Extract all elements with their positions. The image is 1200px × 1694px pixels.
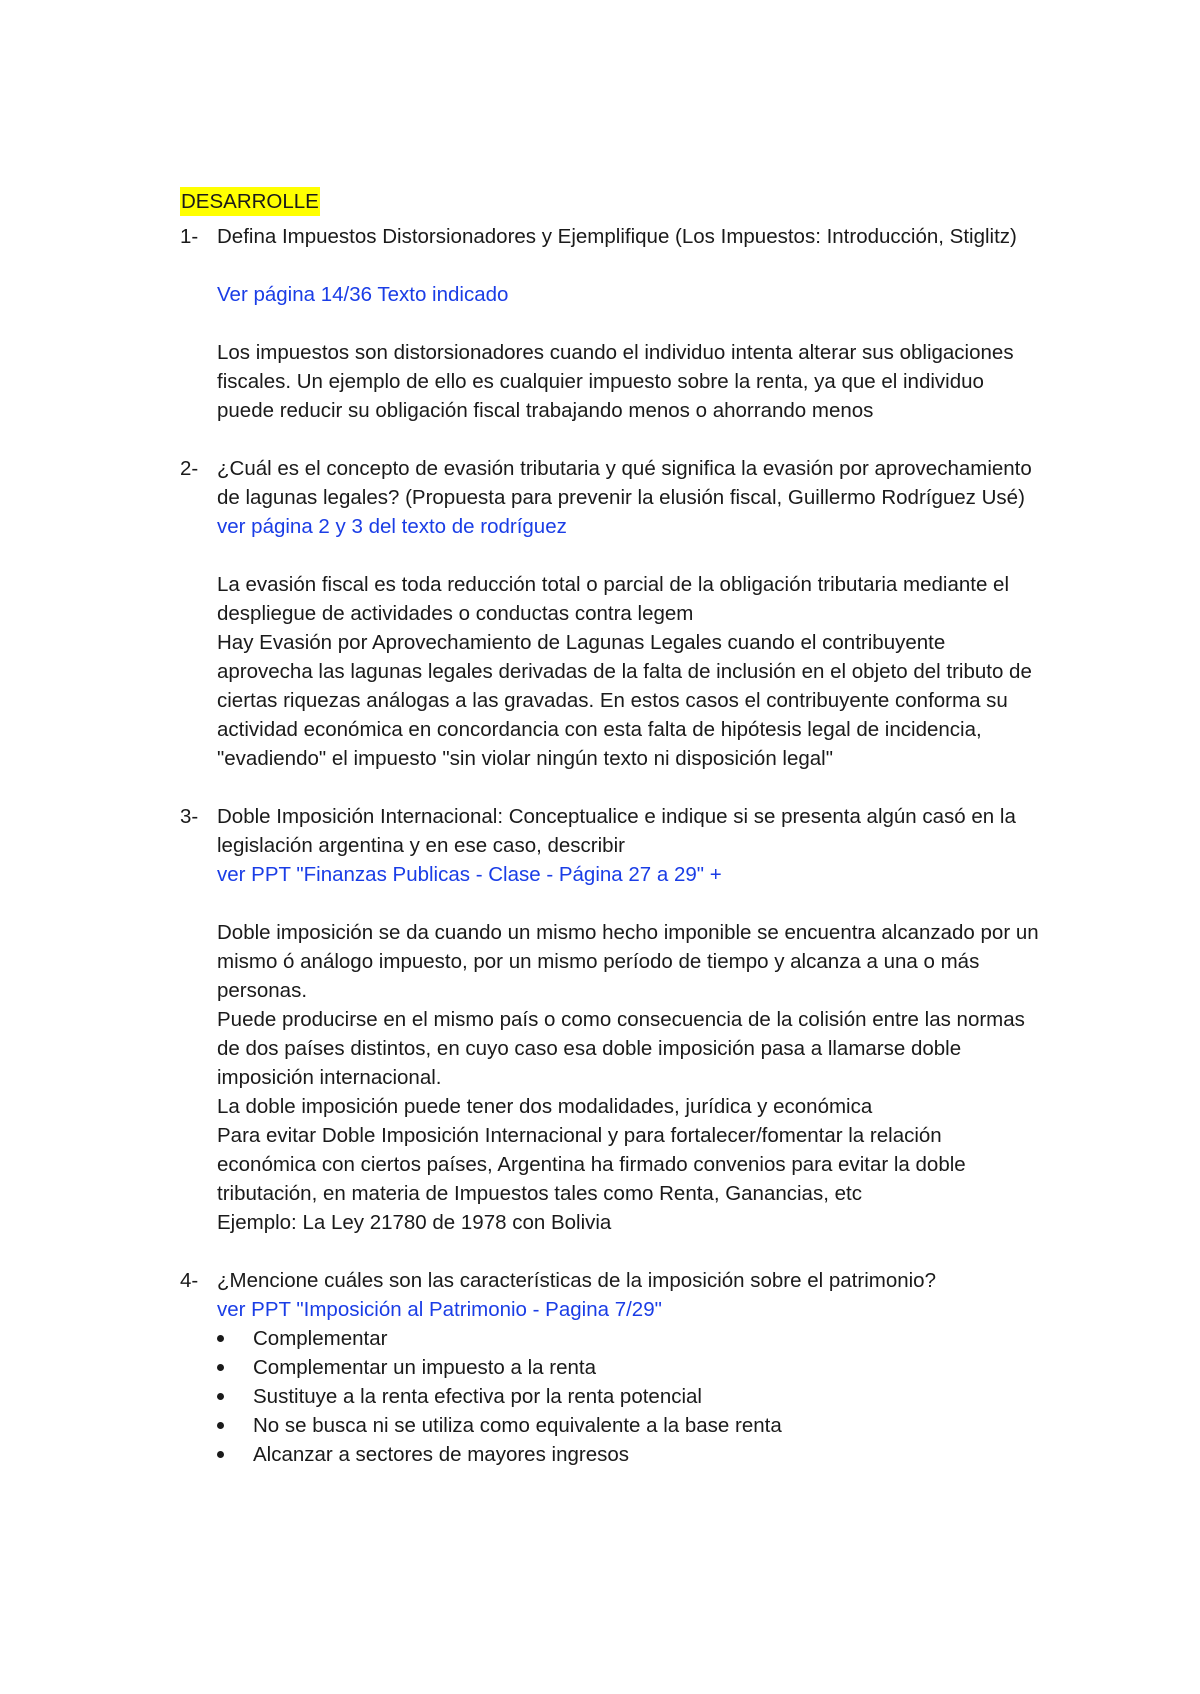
question-text: Doble Imposición Internacional: Conceptualice e indique si se presenta algún casó en la legislación argentina y en ese caso, describir bbox=[217, 805, 1016, 857]
answer-text: La doble imposición puede tener dos modalidades, jurídica y económica bbox=[217, 1095, 873, 1118]
question-number: 3- bbox=[180, 805, 199, 828]
list-item: Alcanzar a sectores de mayores ingresos bbox=[217, 1440, 1040, 1469]
question-number: 2- bbox=[180, 457, 199, 480]
answer-text: Para evitar Doble Imposición Internacional y para fortalecer/fomentar la relación económica con ciertos países, Argentina ha firmado convenios para evitar la doble tributación, en materia de Impuestos tales como Renta, Ganancias, etc bbox=[217, 1124, 966, 1205]
section-heading: DESARROLLE bbox=[180, 187, 320, 216]
question-text: ¿Mencione cuáles son las características de la imposición sobre el patrimonio? bbox=[217, 1269, 936, 1292]
reference-link[interactable]: ver PPT "Imposición al Patrimonio - Pagina 7/29" bbox=[217, 1298, 662, 1321]
answer-text: Puede producirse en el mismo país o como consecuencia de la colisión entre las normas de dos países distintos, en cuyo caso esa doble imposición pasa a llamarse doble imposición internacional. bbox=[217, 1008, 1025, 1089]
answer-text: La evasión fiscal es toda reducción total o parcial de la obligación tributaria mediante el despliegue de actividades o conductas contra legem bbox=[217, 573, 1010, 625]
question-number: 1- bbox=[180, 225, 199, 248]
question-2 bbox=[180, 454, 1040, 773]
reference-link[interactable]: ver PPT "Finanzas Publicas - Clase - Página 27 a 29" + bbox=[217, 863, 722, 886]
list-item: Complementar un impuesto a la renta bbox=[217, 1353, 1040, 1382]
question-number: 4- bbox=[180, 1269, 199, 1292]
question-3 bbox=[180, 802, 1040, 1237]
list-item: Complementar bbox=[217, 1324, 1040, 1353]
answer-text: Ejemplo: La Ley 21780 de 1978 con Bolivia bbox=[217, 1211, 612, 1234]
list-item: No se busca ni se utiliza como equivalente a la base renta bbox=[217, 1411, 1040, 1440]
question-text: Defina Impuestos Distorsionadores y Ejemplifique (Los Impuestos: Introducción, Stiglitz) bbox=[217, 225, 1017, 248]
document-content bbox=[180, 187, 1040, 1469]
question-4 bbox=[180, 1266, 1040, 1324]
answer-text: Los impuestos son distorsionadores cuando el individuo intenta alterar sus obligaciones fiscales. Un ejemplo de ello es cualquier impuesto sobre la renta, ya que el individuo puede reducir su obligación fiscal trabajando menos o ahorrando menos bbox=[217, 341, 1014, 422]
question-text: ¿Cuál es el concepto de evasión tributaria y qué significa la evasión por aprovechamiento de lagunas legales? (Propuesta para prevenir la elusión fiscal, Guillermo Rodríguez Usé) bbox=[217, 457, 1032, 509]
question-1 bbox=[180, 222, 1040, 425]
answer-text: Hay Evasión por Aprovechamiento de Lagunas Legales cuando el contribuyente aprovecha las lagunas legales derivadas de la falta de inclusión en el objeto del tributo de ciertas riquezas análogas a las gravadas. En estos casos el contribuyente conforma su actividad económica en concordancia con esta falta de hipótesis legal de incidencia, "evadiendo" el impuesto "sin violar ningún texto ni disposición legal" bbox=[217, 631, 1032, 770]
list-item: Sustituye a la renta efectiva por la renta potencial bbox=[217, 1382, 1040, 1411]
answer-text: Doble imposición se da cuando un mismo hecho imponible se encuentra alcanzado por un mismo ó análogo impuesto, por un mismo período de tiempo y alcanza a una o más personas. bbox=[217, 921, 1039, 1002]
characteristics-list bbox=[180, 1324, 1040, 1469]
reference-link[interactable]: Ver página 14/36 Texto indicado bbox=[217, 283, 509, 306]
reference-link[interactable]: ver página 2 y 3 del texto de rodríguez bbox=[217, 515, 567, 538]
